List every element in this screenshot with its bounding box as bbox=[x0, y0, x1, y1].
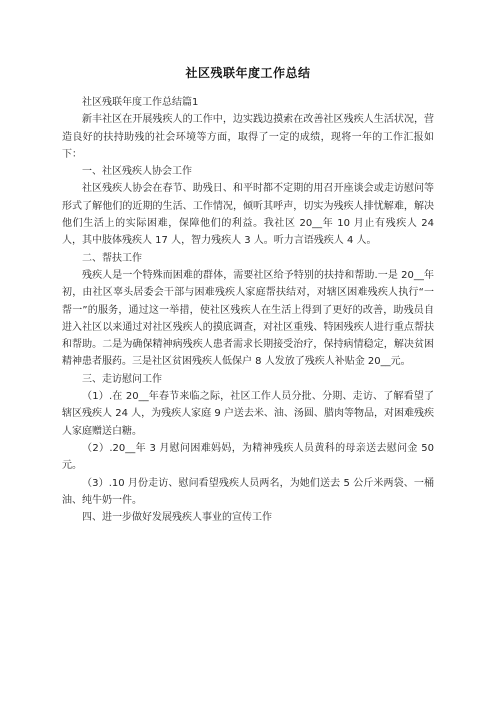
section-heading: 一、社区残疾人协会工作 bbox=[82, 166, 192, 178]
section-heading: 三、走访慰问工作 bbox=[82, 373, 162, 385]
document-title: 社区残联年度工作总结 bbox=[185, 66, 311, 80]
body-paragraph: 残疾人是一个特殊而困难的群体，需要社区给予特别的扶持和帮助.一是 20__年初，由社区辜头居委会干部与困难残疾人家庭帮扶结对，对辖区困难残疾人执行“一帮一”的服务，通过这一举措，使社区残疾人在生活上得到了更好的改善，助残员自进入社区以来通过对社区残疾人的摸底调查，对社区重残、特困残疾人进行重点帮扶和帮助。二是为确保精神病残疾人患者需求长期接受治疗，保持病情稳定，解决贫困精神患者服药。三是社区贫困残疾人低保户 8 人发放了残疾人补贴金 20__元。 bbox=[62, 269, 434, 368]
list-item: （3）.10 月份走访、慰问看望残疾人员两名，为她们送去 5 公斤米两袋、一桶油、纯牛奶一件。 bbox=[62, 477, 434, 506]
section-heading: 四、进一步做好发展残疾人事业的宣传工作 bbox=[82, 512, 272, 524]
list-item: （1）.在 20__年春节来临之际，社区工作人员分批、分期、走访、了解看望了辖区残疾人 24 人，为残疾人家庭 9 户送去米、油、汤圆、腊肉等物品，对困难残疾人家庭赠送白糖。 bbox=[62, 391, 434, 437]
body-paragraph: 社区残疾人协会在春节、助残日、和平时都不定期的用召开座谈会或走访慰问等形式了解他们的近期的生活、工作情况，倾听其呼声，切实为残疾人排忧解难，解决他们生活上的实际困难，保障他们的利益。我社区 20__年 10 月止有残疾人 24 人，其中肢体残疾人 17 人，智力残疾人 3 人。听力言语残疾人 4 人。 bbox=[62, 183, 434, 247]
list-item: （2）.20__年 3 月慰问困难妈妈，为精神残疾人员黄科的母亲送去慰问金 50 元。 bbox=[62, 442, 434, 472]
document-body bbox=[62, 94, 434, 526]
section-heading: 二、帮扶工作 bbox=[82, 252, 142, 264]
intro-paragraph: 新丰社区在开展残疾人的工作中，边实践边摸索在改善社区残疾人生活状况，营造良好的扶持助残的社会环境等方面，取得了一定的成绩，现将一年的工作汇报如下： bbox=[62, 114, 434, 160]
article-subtitle: 社区残联年度工作总结篇1 bbox=[82, 97, 199, 108]
